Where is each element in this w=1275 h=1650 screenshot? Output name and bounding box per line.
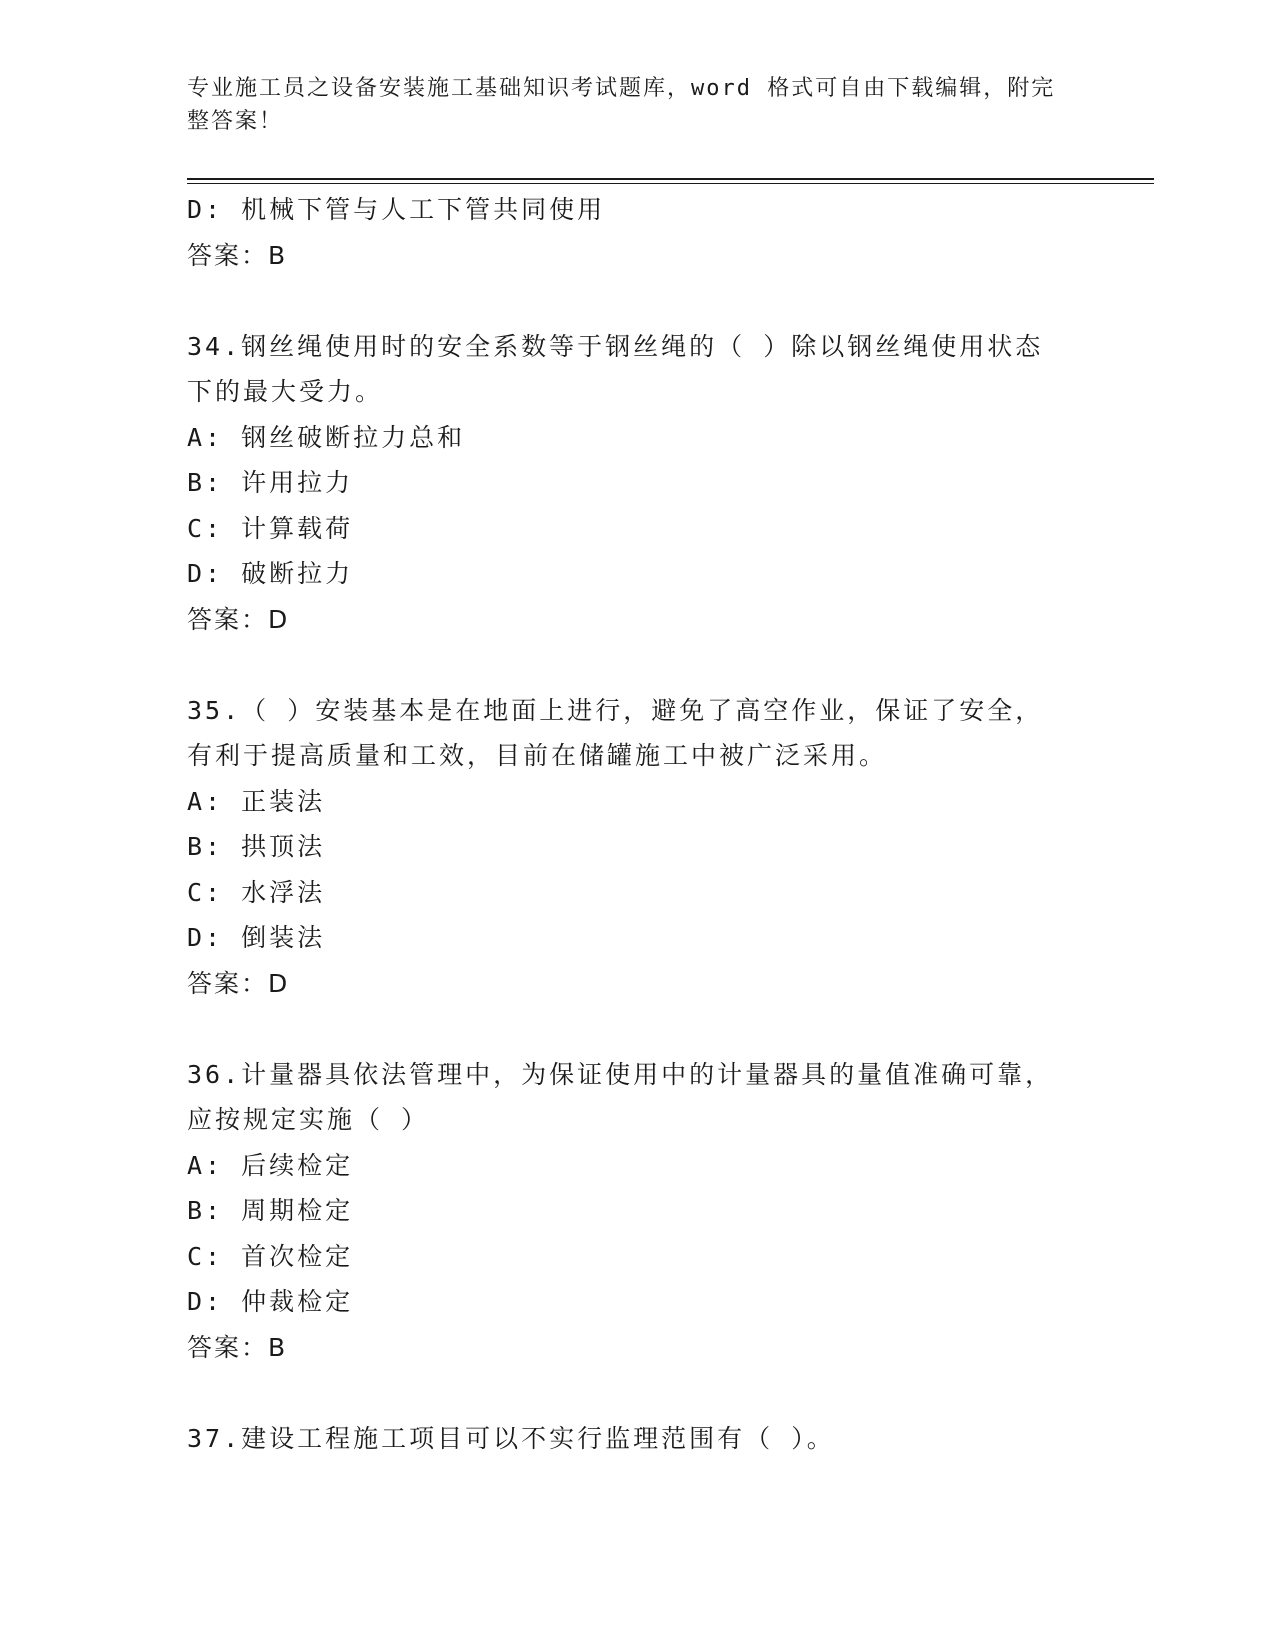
question-stem: 36.计量器具依法管理中，为保证使用中的计量器具的量值准确可靠， bbox=[187, 1059, 1054, 1089]
header-divider-thin bbox=[187, 183, 1154, 184]
option-c: C: 水浮法 bbox=[187, 877, 326, 907]
answer-line: 答案：B bbox=[187, 1332, 288, 1362]
option-d: D: 机械下管与人工下管共同使用 bbox=[187, 195, 606, 224]
option-a: A: 后续检定 bbox=[187, 1150, 354, 1180]
option-b: B: 许用拉力 bbox=[187, 468, 354, 497]
option-b: B: 周期检定 bbox=[187, 1196, 354, 1225]
document-header bbox=[187, 72, 1067, 138]
option-d: D: 倒装法 bbox=[187, 923, 326, 952]
question-35 bbox=[187, 688, 1087, 1007]
question-stem-cont: 有利于提高质量和工效，目前在储罐施工中被广泛采用。 bbox=[187, 741, 888, 770]
carryover-question bbox=[187, 187, 1087, 278]
option-d: D: 破断拉力 bbox=[187, 559, 354, 588]
question-37 bbox=[187, 1416, 1087, 1462]
option-d: D: 仲裁检定 bbox=[187, 1287, 354, 1316]
question-stem-cont: 下的最大受力。 bbox=[187, 377, 384, 406]
spacer bbox=[187, 278, 1087, 324]
option-a: A: 钢丝破断拉力总和 bbox=[187, 422, 466, 452]
option-a: A: 正装法 bbox=[187, 786, 326, 816]
question-stem: 34.钢丝绳使用时的安全系数等于钢丝绳的（ ）除以钢丝绳使用状态 bbox=[187, 331, 1044, 361]
document-body bbox=[187, 187, 1087, 1461]
question-34 bbox=[187, 324, 1087, 643]
answer-line: 答案：D bbox=[187, 968, 290, 998]
question-stem-cont: 应按规定实施（ ） bbox=[187, 1105, 430, 1134]
header-divider-thick bbox=[187, 178, 1154, 180]
option-b: B: 拱顶法 bbox=[187, 832, 326, 861]
header-line-2: 整答案！ bbox=[187, 109, 284, 134]
spacer bbox=[187, 1006, 1087, 1052]
question-stem: 37.建设工程施工项目可以不实行监理范围有（ ）。 bbox=[187, 1423, 835, 1453]
question-stem: 35.（ ）安装基本是在地面上进行，避免了高空作业，保证了安全， bbox=[187, 695, 1044, 725]
spacer bbox=[187, 1370, 1087, 1416]
header-line-1: 专业施工员之设备安装施工基础知识考试题库，word 格式可自由下载编辑，附完 bbox=[187, 76, 1056, 101]
option-c: C: 首次检定 bbox=[187, 1241, 354, 1271]
question-36 bbox=[187, 1052, 1087, 1371]
answer-line: 答案：B bbox=[187, 240, 288, 270]
option-c: C: 计算载荷 bbox=[187, 513, 354, 543]
spacer bbox=[187, 642, 1087, 688]
answer-line: 答案：D bbox=[187, 604, 290, 634]
